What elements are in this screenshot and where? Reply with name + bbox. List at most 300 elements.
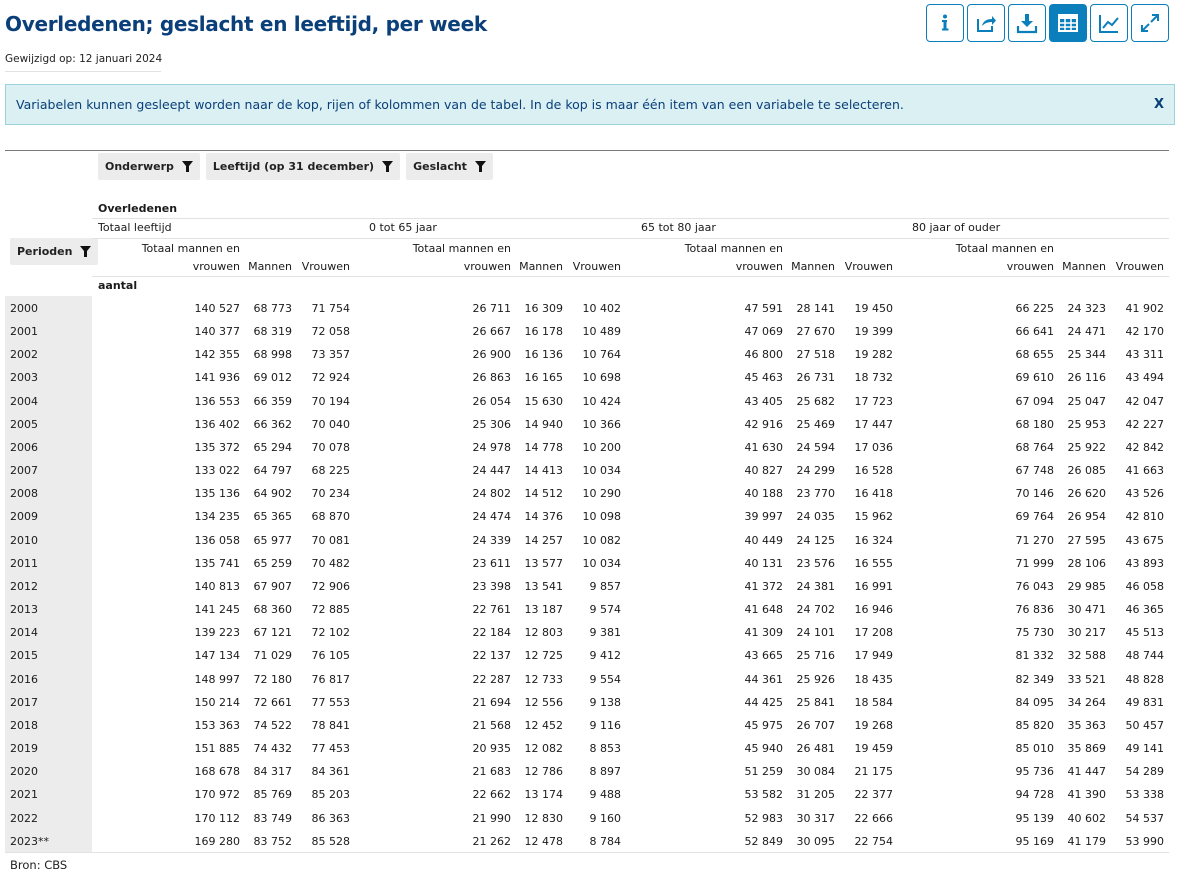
- group-header-totaal: Totaal leeftijd: [98, 221, 172, 234]
- table-cell: 84 361: [311, 765, 350, 779]
- table-cell: 43 405: [744, 394, 783, 408]
- table-row: [5, 436, 1169, 459]
- table-cell: 24 299: [796, 464, 835, 478]
- table-cell: 65 365: [253, 510, 292, 524]
- column-variable-chips: [98, 153, 493, 180]
- table-cell: 12 725: [524, 649, 563, 663]
- table-cell: 141 245: [194, 603, 240, 617]
- share-button[interactable]: [967, 4, 1005, 42]
- table-cell: 30 217: [1067, 626, 1106, 640]
- table-cell: 25 922: [1067, 440, 1106, 454]
- table-cell: 22 377: [854, 788, 893, 802]
- col-header-total: [663, 240, 783, 276]
- table-cell: 9 381: [589, 626, 621, 640]
- info-button[interactable]: [926, 4, 964, 42]
- filter-icon[interactable]: [80, 246, 91, 257]
- group-header-80plus: 80 jaar of ouder: [912, 221, 1001, 234]
- table-cell: 16 418: [854, 487, 893, 501]
- table-cell: 16 555: [854, 556, 893, 570]
- table-cell: 42 842: [1125, 440, 1164, 454]
- table-cell: 147 134: [194, 649, 240, 663]
- col-header-total-line2: vrouwen: [192, 260, 240, 273]
- table-cell: 9 574: [589, 603, 621, 617]
- divider: [92, 238, 1169, 239]
- chip-geslacht[interactable]: [406, 153, 493, 180]
- table-cell: 139 223: [194, 626, 240, 640]
- table-cell: 24 471: [1067, 325, 1106, 339]
- table-cell: 32 588: [1067, 649, 1106, 663]
- table-cell: 74 522: [253, 718, 292, 732]
- table-cell: 40 602: [1067, 811, 1106, 825]
- table-cell: 49 831: [1125, 695, 1164, 709]
- table-cell: 40 827: [744, 464, 783, 478]
- table-cell: 10 034: [582, 464, 621, 478]
- chip-onderwerp-label: Onderwerp: [105, 160, 174, 173]
- table-cell: 22 137: [472, 649, 511, 663]
- col-header-total: [391, 240, 511, 276]
- table-cell: 22 666: [854, 811, 893, 825]
- table-cell: 18 584: [854, 695, 893, 709]
- table-cell: 26 085: [1067, 464, 1106, 478]
- table-cell: 151 885: [194, 742, 240, 756]
- table-cell: 85 010: [1015, 742, 1054, 756]
- table-cell: 40 131: [744, 556, 783, 570]
- table-cell: 10 098: [582, 510, 621, 524]
- row-period: 2015: [10, 649, 38, 663]
- table-cell: 43 665: [744, 649, 783, 663]
- col-header-men: Mannen: [791, 260, 835, 273]
- table-cell: 20 935: [472, 742, 511, 756]
- table-cell: 53 338: [1125, 788, 1164, 802]
- table-cell: 10 082: [582, 533, 621, 547]
- table-cell: 24 447: [472, 464, 511, 478]
- table-cell: 141 936: [194, 371, 240, 385]
- table-cell: 31 205: [796, 788, 835, 802]
- table-cell: 70 234: [311, 487, 350, 501]
- table-cell: 12 556: [524, 695, 563, 709]
- table-cell: 17 723: [854, 394, 893, 408]
- row-period: 2018: [10, 718, 38, 732]
- col-header-total: [934, 240, 1054, 276]
- table-cell: 25 469: [796, 417, 835, 431]
- download-button[interactable]: [1008, 4, 1046, 42]
- col-header-total-line2: vrouwen: [463, 260, 511, 273]
- table-cell: 14 257: [524, 533, 563, 547]
- topic-header: Overledenen: [98, 202, 178, 215]
- table-cell: 71 754: [311, 302, 350, 315]
- row-period: 2017: [10, 695, 38, 709]
- row-period: 2021: [10, 788, 38, 802]
- table-cell: 72 102: [311, 626, 350, 640]
- table-row: [5, 668, 1169, 691]
- table-row: [5, 505, 1169, 528]
- table-row: [5, 807, 1169, 830]
- table-cell: 72 924: [311, 371, 350, 385]
- table-cell: 10 366: [582, 417, 621, 431]
- table-cell: 69 012: [253, 371, 292, 385]
- row-period: 2002: [10, 348, 38, 362]
- row-period: 2022: [10, 811, 38, 825]
- table-cell: 68 998: [253, 348, 292, 362]
- table-cell: 68 319: [253, 325, 292, 339]
- table-cell: 13 577: [524, 556, 563, 570]
- table-cell: 24 978: [472, 440, 511, 454]
- table-cell: 26 863: [472, 371, 511, 385]
- table-cell: 19 268: [854, 718, 893, 732]
- table-row: [5, 621, 1169, 644]
- col-header-men: Mannen: [1062, 260, 1106, 273]
- table-cell: 70 482: [311, 556, 350, 570]
- table-cell: 10 424: [582, 394, 621, 408]
- table-cell: 17 208: [854, 626, 893, 640]
- table-cell: 77 453: [311, 742, 350, 756]
- table-cell: 81 332: [1015, 649, 1054, 663]
- table-cell: 64 902: [253, 487, 292, 501]
- table-cell: 9 138: [589, 695, 621, 709]
- table-cell: 22 287: [472, 672, 511, 686]
- row-period: 2000: [10, 302, 38, 315]
- table-cell: 10 489: [582, 325, 621, 339]
- filter-icon[interactable]: [182, 161, 193, 172]
- divider: [92, 218, 1169, 219]
- table-cell: 72 906: [311, 579, 350, 593]
- table-cell: 45 975: [744, 718, 783, 732]
- table-cell: 71 029: [253, 649, 292, 663]
- row-period: 2011: [10, 556, 38, 570]
- expand-icon: [1139, 12, 1161, 34]
- table-cell: 27 518: [796, 348, 835, 362]
- table-cell: 35 363: [1067, 718, 1106, 732]
- table-row: [5, 760, 1169, 783]
- table-cell: 8 853: [589, 742, 621, 756]
- table-cell: 10 034: [582, 556, 621, 570]
- table-cell: 70 040: [311, 417, 350, 431]
- table-cell: 43 311: [1125, 348, 1164, 362]
- table-cell: 148 997: [194, 672, 240, 686]
- table-cell: 16 136: [524, 348, 563, 362]
- table-cell: 52 983: [744, 811, 783, 825]
- table-cell: 12 478: [524, 834, 563, 848]
- table-cell: 43 893: [1125, 556, 1164, 570]
- table-cell: 39 997: [744, 510, 783, 524]
- unit-label: aantal: [98, 279, 138, 292]
- filter-icon[interactable]: [475, 161, 486, 172]
- close-banner-button[interactable]: X: [1153, 97, 1164, 112]
- table-cell: 27 670: [796, 325, 835, 339]
- chip-onderwerp[interactable]: [98, 153, 200, 180]
- table-cell: 9 488: [589, 788, 621, 802]
- table-cell: 24 035: [796, 510, 835, 524]
- table-cell: 70 194: [311, 394, 350, 408]
- chip-geslacht-label: Geslacht: [413, 160, 467, 173]
- table-cell: 68 655: [1015, 348, 1054, 362]
- table-cell: 26 481: [796, 742, 835, 756]
- info-banner-text: Variabelen kunnen gesleept worden naar de kop, rijen of kolommen van de tabel. In de kop is maar één item van een variabele te selecteren.: [16, 97, 904, 112]
- table-cell: 16 946: [854, 603, 893, 617]
- table-cell: 84 317: [253, 765, 292, 779]
- table-cell: 17 949: [854, 649, 893, 663]
- table-cell: 83 752: [253, 834, 292, 848]
- table-cell: 13 187: [524, 603, 563, 617]
- table-cell: 153 363: [194, 718, 240, 732]
- table-cell: 42 047: [1125, 394, 1164, 408]
- table-row: [5, 552, 1169, 575]
- table-cell: 41 663: [1125, 464, 1164, 478]
- table-cell: 15 962: [854, 510, 893, 524]
- table-cell: 10 402: [582, 302, 621, 315]
- table-cell: 47 069: [744, 325, 783, 339]
- table-cell: 66 359: [253, 394, 292, 408]
- chip-perioden-label: Perioden: [17, 245, 73, 258]
- table-cell: 14 940: [524, 417, 563, 431]
- row-period: 2020: [10, 765, 38, 779]
- table-cell: 21 175: [854, 765, 893, 779]
- table-cell: 41 179: [1067, 834, 1106, 848]
- table-cell: 49 141: [1125, 742, 1164, 756]
- table-cell: 16 309: [524, 302, 563, 315]
- table-cell: 24 381: [796, 579, 835, 593]
- table-cell: 10 698: [582, 371, 621, 385]
- table-cell: 12 830: [524, 811, 563, 825]
- info-icon: [934, 12, 956, 34]
- table-cell: 150 214: [194, 695, 240, 709]
- table-cell: 77 553: [311, 695, 350, 709]
- table-cell: 21 694: [472, 695, 511, 709]
- row-period: 2010: [10, 533, 38, 547]
- table-cell: 45 463: [744, 371, 783, 385]
- col-header-total-line2: vrouwen: [1006, 260, 1054, 273]
- table-cell: 136 402: [194, 417, 240, 431]
- table-cell: 30 084: [796, 765, 835, 779]
- table-cell: 14 376: [524, 510, 563, 524]
- table-cell: 136 553: [194, 394, 240, 408]
- table-cell: 71 999: [1015, 556, 1054, 570]
- table-cell: 12 733: [524, 672, 563, 686]
- table-cell: 53 582: [744, 788, 783, 802]
- table-cell: 10 290: [582, 487, 621, 501]
- table-cell: 25 306: [472, 417, 511, 431]
- table-cell: 16 178: [524, 325, 563, 339]
- table-cell: 48 828: [1125, 672, 1164, 686]
- table-row: [5, 413, 1169, 436]
- share-icon: [975, 12, 997, 34]
- col-header-women: Vrouwen: [301, 260, 350, 273]
- col-header-total-line1: Totaal mannen en: [955, 242, 1054, 255]
- table-cell: 69 610: [1015, 371, 1054, 385]
- table-cell: 17 036: [854, 440, 893, 454]
- table-cell: 25 841: [796, 695, 835, 709]
- fullscreen-button[interactable]: [1131, 4, 1169, 42]
- table-cell: 19 282: [854, 348, 893, 362]
- table-cell: 25 953: [1067, 417, 1106, 431]
- table-cell: 26 900: [472, 348, 511, 362]
- table-cell: 9 554: [589, 672, 621, 686]
- table-cell: 86 363: [311, 811, 350, 825]
- table-cell: 54 537: [1125, 811, 1164, 825]
- filter-icon[interactable]: [382, 161, 393, 172]
- table-cell: 12 082: [524, 742, 563, 756]
- table-cell: 10 764: [582, 348, 621, 362]
- table-cell: 67 094: [1015, 394, 1054, 408]
- table-cell: 24 702: [796, 603, 835, 617]
- table-cell: 24 125: [796, 533, 835, 547]
- table-cell: 140 527: [194, 302, 240, 315]
- col-header-total: [120, 240, 240, 276]
- chip-perioden[interactable]: [10, 238, 98, 265]
- table-cell: 19 450: [854, 302, 893, 315]
- table-cell: 70 081: [311, 533, 350, 547]
- table-cell: 9 116: [589, 718, 621, 732]
- table-cell: 85 769: [253, 788, 292, 802]
- table-cell: 41 630: [744, 440, 783, 454]
- table-row: [5, 644, 1169, 667]
- table-cell: 25 047: [1067, 394, 1106, 408]
- table-cell: 42 170: [1125, 325, 1164, 339]
- table-cell: 8 784: [589, 834, 621, 848]
- table-cell: 65 259: [253, 556, 292, 570]
- table-cell: 25 716: [796, 649, 835, 663]
- table-cell: 26 667: [472, 325, 511, 339]
- table-row: [5, 783, 1169, 806]
- col-header-men: Mannen: [519, 260, 563, 273]
- table-cell: 95 139: [1015, 811, 1054, 825]
- table-row: [5, 297, 1169, 320]
- col-header-total-line1: Totaal mannen en: [684, 242, 783, 255]
- col-header-women: Vrouwen: [844, 260, 893, 273]
- table-cell: 66 225: [1015, 302, 1054, 315]
- table-cell: 67 748: [1015, 464, 1054, 478]
- table-cell: 23 770: [796, 487, 835, 501]
- table-cell: 26 116: [1067, 371, 1106, 385]
- table-cell: 76 105: [311, 649, 350, 663]
- col-header-total-line2: vrouwen: [735, 260, 783, 273]
- page-title: Overledenen; geslacht en leeftijd, per week: [5, 12, 487, 36]
- table-cell: 95 169: [1015, 834, 1054, 848]
- table-cell: 22 662: [472, 788, 511, 802]
- row-period: 2008: [10, 487, 38, 501]
- table-row: [5, 830, 1169, 853]
- table-cell: 68 870: [311, 510, 350, 524]
- table-cell: 19 399: [854, 325, 893, 339]
- table-icon: [1057, 12, 1079, 34]
- table-cell: 9 857: [589, 579, 621, 593]
- row-period: 2006: [10, 440, 38, 454]
- table-row: [5, 737, 1169, 760]
- table-cell: 72 180: [253, 672, 292, 686]
- table-cell: 27 595: [1067, 533, 1106, 547]
- download-icon: [1016, 12, 1038, 34]
- table-cell: 8 897: [589, 765, 621, 779]
- table-top-rule: [5, 150, 1169, 151]
- row-period: 2013: [10, 603, 38, 617]
- table-cell: 21 568: [472, 718, 511, 732]
- table-cell: 28 106: [1067, 556, 1106, 570]
- table-cell: 19 459: [854, 742, 893, 756]
- table-view-button[interactable]: [1049, 4, 1087, 42]
- table-cell: 30 095: [796, 834, 835, 848]
- table-cell: 28 141: [796, 302, 835, 315]
- table-cell: 82 349: [1015, 672, 1054, 686]
- table-cell: 16 324: [854, 533, 893, 547]
- table-cell: 142 355: [194, 348, 240, 362]
- table-cell: 41 648: [744, 603, 783, 617]
- table-cell: 95 736: [1015, 765, 1054, 779]
- col-header-total-line1: Totaal mannen en: [412, 242, 511, 255]
- table-cell: 66 362: [253, 417, 292, 431]
- table-cell: 21 683: [472, 765, 511, 779]
- line-chart-icon: [1098, 12, 1120, 34]
- table-cell: 30 317: [796, 811, 835, 825]
- table-cell: 48 744: [1125, 649, 1164, 663]
- table-cell: 35 869: [1067, 742, 1106, 756]
- table-cell: 34 264: [1067, 695, 1106, 709]
- table-cell: 26 707: [796, 718, 835, 732]
- table-cell: 26 711: [472, 302, 511, 315]
- table-cell: 140 813: [194, 579, 240, 593]
- table-cell: 14 413: [524, 464, 563, 478]
- table-cell: 26 620: [1067, 487, 1106, 501]
- row-period: 2004: [10, 394, 38, 408]
- table-cell: 22 184: [472, 626, 511, 640]
- table-cell: 14 512: [524, 487, 563, 501]
- table-cell: 85 820: [1015, 718, 1054, 732]
- table-cell: 50 457: [1125, 718, 1164, 732]
- chip-leeftijd[interactable]: [206, 153, 400, 180]
- table-cell: 24 802: [472, 487, 511, 501]
- table-row: [5, 459, 1169, 482]
- table-cell: 41 309: [744, 626, 783, 640]
- table-cell: 16 991: [854, 579, 893, 593]
- row-period: 2023**: [10, 834, 49, 848]
- divider: [5, 71, 161, 72]
- table-cell: 85 203: [311, 788, 350, 802]
- divider: [92, 276, 1169, 277]
- table-cell: 68 225: [311, 464, 350, 478]
- table-cell: 51 259: [744, 765, 783, 779]
- table-row: [5, 390, 1169, 413]
- chart-view-button[interactable]: [1090, 4, 1128, 42]
- row-period: 2003: [10, 371, 38, 385]
- table-cell: 40 449: [744, 533, 783, 547]
- table-cell: 66 641: [1015, 325, 1054, 339]
- table-row: [5, 366, 1169, 389]
- row-period: 2012: [10, 579, 38, 593]
- table-cell: 21 262: [472, 834, 511, 848]
- row-period: 2007: [10, 464, 38, 478]
- table-cell: 41 902: [1125, 302, 1164, 315]
- divider: [5, 852, 1169, 853]
- group-header-0-65: 0 tot 65 jaar: [369, 221, 437, 234]
- table-cell: 53 990: [1125, 834, 1164, 848]
- table-cell: 44 425: [744, 695, 783, 709]
- table-cell: 12 452: [524, 718, 563, 732]
- table-cell: 170 112: [194, 811, 240, 825]
- table-cell: 26 731: [796, 371, 835, 385]
- table-cell: 44 361: [744, 672, 783, 686]
- row-period: 2019: [10, 742, 38, 756]
- table-cell: 67 121: [253, 626, 292, 640]
- table-cell: 76 817: [311, 672, 350, 686]
- table-cell: 23 611: [472, 556, 511, 570]
- table-cell: 41 372: [744, 579, 783, 593]
- table-cell: 18 732: [854, 371, 893, 385]
- table-cell: 30 471: [1067, 603, 1106, 617]
- row-period: 2001: [10, 325, 38, 339]
- table-cell: 65 977: [253, 533, 292, 547]
- table-cell: 12 803: [524, 626, 563, 640]
- table-cell: 9 412: [589, 649, 621, 663]
- table-cell: 22 754: [854, 834, 893, 848]
